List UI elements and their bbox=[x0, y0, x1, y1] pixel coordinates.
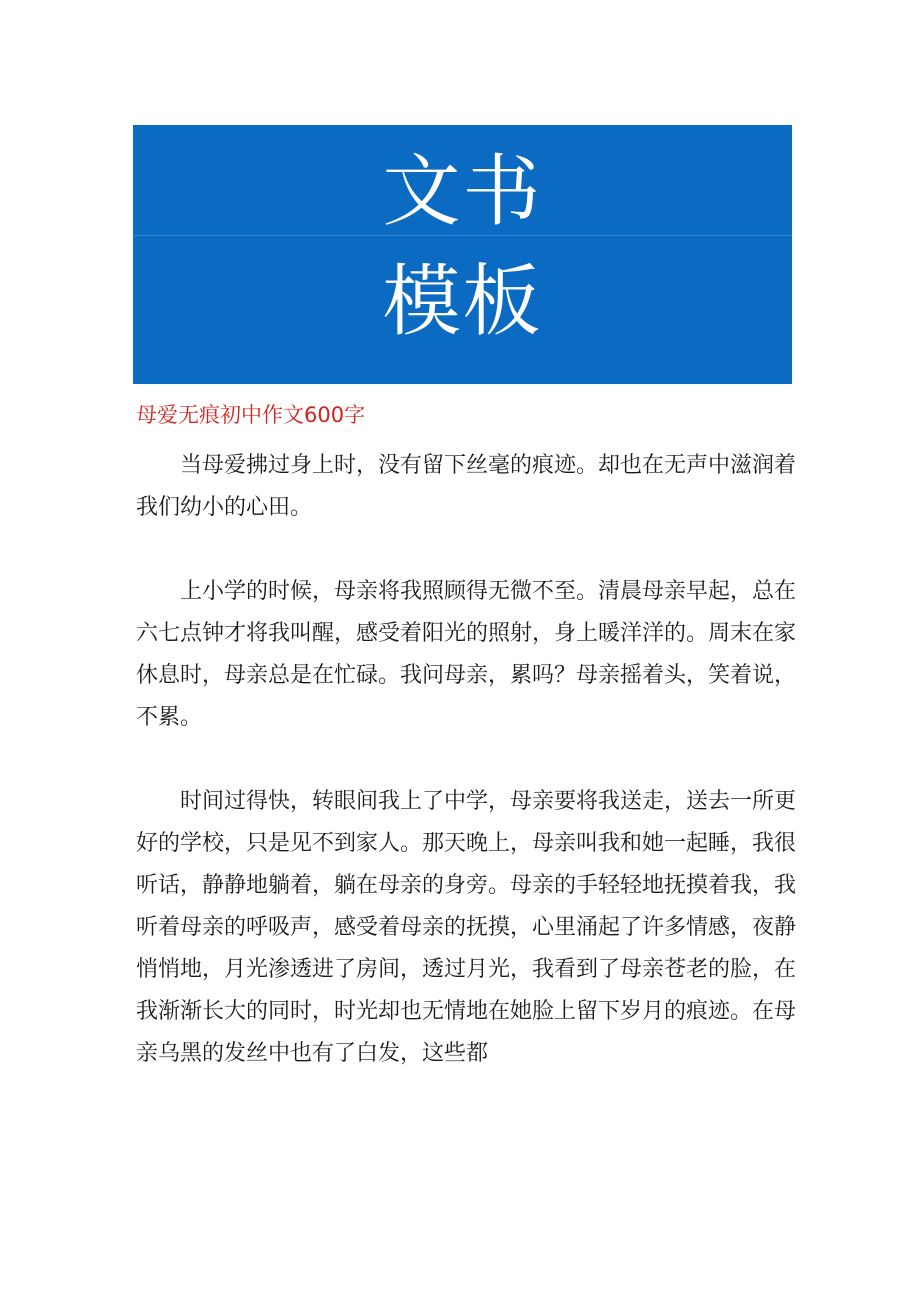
banner-title-line-1: 文书 bbox=[382, 147, 543, 237]
paragraph-1: 当母爱拂过身上时，没有留下丝毫的痕迹。却也在无声中滋润着我们幼小的心田。 bbox=[136, 453, 797, 520]
document-body bbox=[136, 445, 796, 1117]
banner-title-line-2: 模板 bbox=[382, 257, 543, 347]
document-title: 母爱无痕初中作文600字 bbox=[136, 403, 366, 427]
paragraph-3: 时间过得快，转眼间我上了中学，母亲要将我送走，送去一所更好的学校，只是见不到家人。那天晚上，母亲叫我和她一起睡，我很听话，静静地躺着，躺在母亲的身旁。母亲的手轻轻地抚摸着我，我听着母亲的呼吸声，感受着母亲的抚摸，心里涌起了许多情感，夜静悄悄地，月光渗透进了房间，透过月光，我看到了母亲苍老的脸，在我渐渐长大的同时，时光却也无情地在她脸上留下岁月的痕迹。在母亲乌黑的发丝中也有了白发，这些都 bbox=[136, 789, 797, 1066]
cover-banner bbox=[133, 125, 792, 384]
paragraph-2: 上小学的时候，母亲将我照顾得无微不至。清晨母亲早起，总在六七点钟才将我叫醒，感受着阳光的照射，身上暖洋洋的。周末在家休息时，母亲总是在忙碌。我问母亲，累吗？母亲摇着头，笑着说，不累。 bbox=[136, 579, 797, 730]
banner-divider bbox=[133, 235, 792, 236]
